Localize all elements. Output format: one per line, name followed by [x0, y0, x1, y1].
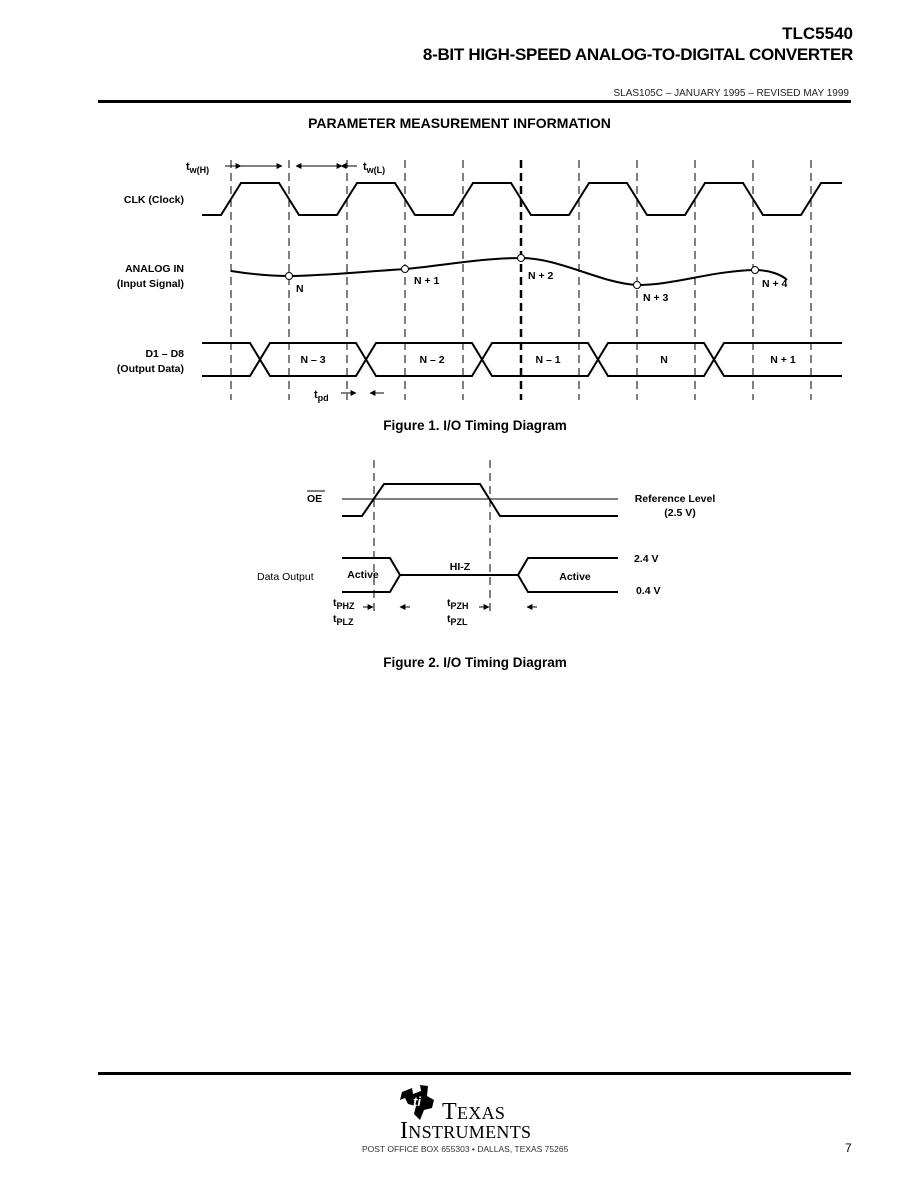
- active-right-label: Active: [559, 571, 591, 583]
- sample-label-n1: N + 1: [414, 275, 440, 287]
- output-label-n-3: N – 3: [300, 354, 326, 366]
- sample-label-n4: N + 4: [762, 278, 788, 290]
- figure2-diagram: [342, 460, 618, 612]
- tphz-label: tPHZ: [333, 597, 355, 611]
- page-number: 7: [845, 1141, 852, 1155]
- analog-in-label: ANALOG IN: [125, 263, 184, 275]
- sample-label-n2: N + 2: [528, 270, 554, 282]
- tplz-label: tPLZ: [333, 613, 354, 627]
- brand-line-texas: TEXAS: [442, 1099, 506, 1125]
- brand-line-instruments: INSTRUMENTS: [400, 1118, 532, 1144]
- document-revision-info: SLAS105C – JANUARY 1995 – REVISED MAY 1999: [613, 88, 849, 99]
- sample-label-n3: N + 3: [643, 292, 669, 304]
- output-label-n1: N + 1: [770, 354, 796, 366]
- output-label-n-2: N – 2: [419, 354, 445, 366]
- sample-point-n: [286, 273, 293, 280]
- footer-rule: [98, 1072, 851, 1075]
- section-title: PARAMETER MEASUREMENT INFORMATION: [308, 115, 611, 131]
- v-high-label: 2.4 V: [634, 553, 659, 565]
- tpzh-label: tPZH: [447, 597, 469, 611]
- oe-waveform: [342, 484, 618, 516]
- tw-l-label: $t_{w(L)}$: [363, 161, 386, 175]
- tpzl-label: tPZL: [447, 613, 468, 627]
- tw-h-label: $t_{w(H)}$: [186, 161, 210, 175]
- sample-label-n: N: [296, 283, 304, 295]
- company-address: POST OFFICE BOX 655303 • DALLAS, TEXAS 75265: [362, 1144, 569, 1154]
- data-bus-label: D1 – D8: [145, 348, 184, 360]
- reference-level-value: (2.5 V): [664, 507, 696, 519]
- output-label-n: N: [660, 354, 668, 366]
- sample-point-n4: [752, 267, 759, 274]
- part-number: TLC5540: [782, 24, 853, 43]
- active-left-label: Active: [347, 569, 379, 581]
- figure1-caption: Figure 1. I/O Timing Diagram: [383, 418, 567, 433]
- svg-text:ti: ti: [413, 1094, 421, 1109]
- figure2-caption: Figure 2. I/O Timing Diagram: [383, 655, 567, 670]
- analog-input-waveform: [231, 258, 787, 285]
- document-title: 8-BIT HIGH-SPEED ANALOG-TO-DIGITAL CONVERTER: [422, 45, 853, 64]
- v-low-label: 0.4 V: [636, 585, 661, 597]
- sample-point-n3: [634, 282, 641, 289]
- hiz-label: HI-Z: [449, 561, 471, 573]
- reference-level-label: Reference Level: [634, 493, 716, 505]
- output-label-n-1: N – 1: [535, 354, 561, 366]
- data-bus-sublabel: (Output Data): [116, 363, 184, 375]
- sample-point-n1: [402, 266, 409, 273]
- clk-label: CLK (Clock): [123, 194, 184, 206]
- sample-point-n2: [518, 255, 525, 262]
- oe-label: OE: [307, 493, 323, 505]
- data-output-label: Data Output: [257, 571, 314, 583]
- figure1-diagram: [202, 160, 842, 400]
- tpd-label: $t_{pd}$: [314, 389, 329, 403]
- analog-in-sublabel: (Input Signal): [116, 278, 184, 290]
